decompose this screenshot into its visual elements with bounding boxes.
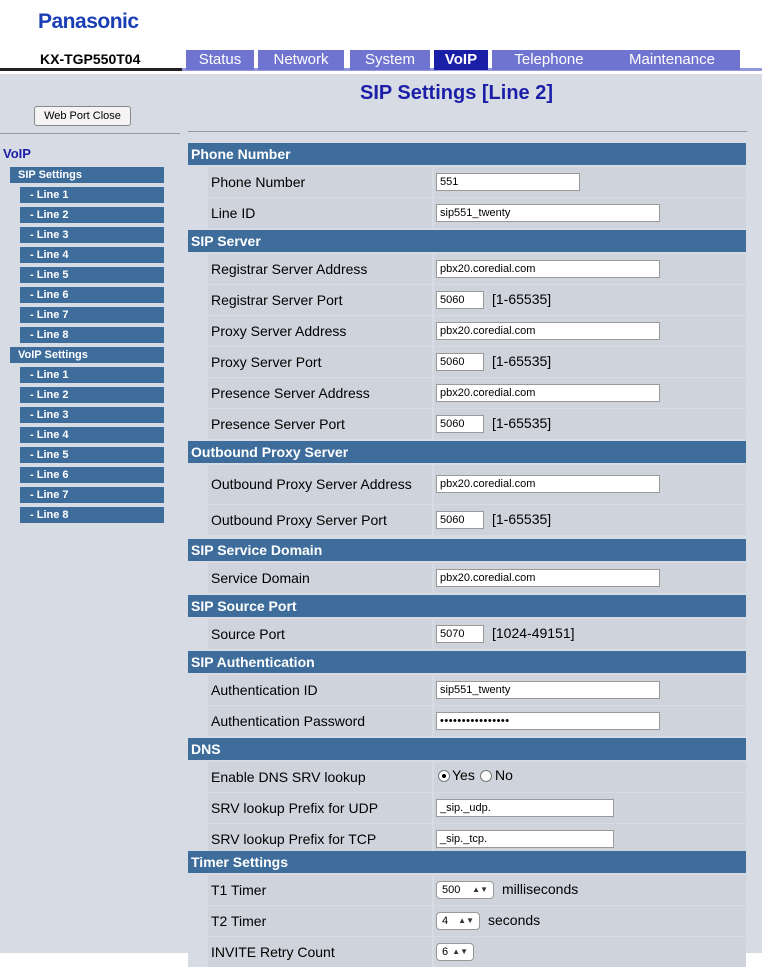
section-header-outbound-proxy: Outbound Proxy Server [188, 441, 746, 463]
srv-tcp-label: SRV lookup Prefix for TCP [208, 824, 432, 854]
dns-srv-no-radio[interactable] [480, 770, 492, 782]
row-proxy-port [188, 347, 746, 377]
section-header-phone-number: Phone Number [188, 143, 746, 165]
sidebar-item-sip-line-3[interactable]: - Line 3 [20, 227, 164, 243]
main-content [180, 74, 762, 960]
registrar-port-range: [1-65535] [492, 291, 552, 307]
sidebar-item-voip-line-5[interactable]: - Line 5 [20, 447, 164, 463]
section-header-sip-server: SIP Server [188, 230, 746, 252]
registrar-port-label: Registrar Server Port [208, 285, 432, 315]
tab-voip[interactable]: VoIP [434, 50, 488, 70]
t2-timer-unit: seconds [488, 912, 541, 928]
presence-port-label: Presence Server Port [208, 409, 432, 439]
header-divider [0, 68, 182, 71]
registrar-address-label: Registrar Server Address [208, 254, 432, 284]
srv-udp-label: SRV lookup Prefix for UDP [208, 793, 432, 823]
t1-timer-value: 500 [442, 884, 461, 896]
sidebar [0, 74, 180, 953]
phone-number-input[interactable]: 551 [436, 173, 580, 191]
proxy-port-label: Proxy Server Port [208, 347, 432, 377]
sidebar-item-sip-settings[interactable]: SIP Settings [10, 167, 164, 183]
auth-password-label: Authentication Password [208, 706, 432, 736]
row-t1-timer [188, 875, 746, 905]
section-header-source-port: SIP Source Port [188, 595, 746, 617]
presence-address-label: Presence Server Address [208, 378, 432, 408]
phone-number-label: Phone Number [208, 167, 432, 197]
service-domain-label: Service Domain [208, 563, 432, 593]
section-header-timer: Timer Settings [188, 851, 746, 873]
select-arrows-icon: ▲▼ [452, 947, 468, 956]
sidebar-title: VoIP [3, 146, 31, 161]
sidebar-item-sip-line-8[interactable]: - Line 8 [20, 327, 164, 343]
t1-timer-unit: milliseconds [502, 881, 579, 897]
sidebar-item-sip-line-1[interactable]: - Line 1 [20, 187, 164, 203]
proxy-port-range: [1-65535] [492, 353, 552, 369]
title-divider [188, 131, 747, 132]
model-name: KX-TGP550T04 [40, 51, 141, 67]
dns-srv-label: Enable DNS SRV lookup [208, 762, 432, 792]
row-presence-port [188, 409, 746, 439]
sidebar-divider [0, 133, 180, 134]
outbound-proxy-address-label: Outbound Proxy Server Address [208, 465, 432, 504]
row-service-domain [188, 563, 746, 593]
source-port-input[interactable]: 5070 [436, 625, 484, 643]
row-auth-id [188, 675, 746, 705]
auth-password-input[interactable]: •••••••••••••••• [436, 712, 660, 730]
row-presence-address [188, 378, 746, 408]
t2-timer-label: T2 Timer [208, 906, 432, 936]
row-registrar-port [188, 285, 746, 315]
sidebar-item-voip-line-6[interactable]: - Line 6 [20, 467, 164, 483]
section-header-authentication: SIP Authentication [188, 651, 746, 673]
row-source-port [188, 619, 746, 649]
invite-retry-select[interactable] [436, 943, 474, 961]
row-dns-srv [188, 762, 746, 792]
outbound-proxy-port-input[interactable]: 5060 [436, 511, 484, 529]
t1-timer-label: T1 Timer [208, 875, 432, 905]
row-registrar-address [188, 254, 746, 284]
web-port-close-button[interactable]: Web Port Close [34, 106, 131, 126]
registrar-port-input[interactable]: 5060 [436, 291, 484, 309]
presence-port-range: [1-65535] [492, 415, 552, 431]
row-invite-retry [188, 937, 746, 967]
row-srv-udp [188, 793, 746, 823]
presence-port-input[interactable]: 5060 [436, 415, 484, 433]
sidebar-item-voip-line-4[interactable]: - Line 4 [20, 427, 164, 443]
row-line-id [188, 198, 746, 228]
t2-timer-value: 4 [442, 915, 449, 927]
select-arrows-icon: ▲▼ [458, 916, 474, 925]
presence-address-input[interactable]: pbx20.coredial.com [436, 384, 660, 402]
srv-udp-input[interactable]: _sip._udp. [436, 799, 614, 817]
sidebar-item-sip-line-4[interactable]: - Line 4 [20, 247, 164, 263]
row-t2-timer [188, 906, 746, 936]
dns-srv-yes-label: Yes [452, 767, 475, 783]
outbound-proxy-address-input[interactable]: pbx20.coredial.com [436, 475, 660, 493]
sidebar-item-sip-line-5[interactable]: - Line 5 [20, 267, 164, 283]
proxy-address-label: Proxy Server Address [208, 316, 432, 346]
tab-system[interactable]: System [350, 50, 430, 70]
sidebar-item-voip-line-7[interactable]: - Line 7 [20, 487, 164, 503]
registrar-address-input[interactable]: pbx20.coredial.com [436, 260, 660, 278]
outbound-proxy-port-range: [1-65535] [492, 511, 552, 527]
sidebar-item-sip-line-6[interactable]: - Line 6 [20, 287, 164, 303]
select-arrows-icon: ▲▼ [472, 885, 488, 894]
page-title: SIP Settings [Line 2] [360, 82, 553, 104]
outbound-proxy-port-label: Outbound Proxy Server Port [208, 505, 432, 535]
sidebar-item-voip-settings[interactable]: VoIP Settings [10, 347, 164, 363]
row-phone-number [188, 167, 746, 197]
service-domain-input[interactable]: pbx20.coredial.com [436, 569, 660, 587]
sidebar-item-sip-line-7[interactable]: - Line 7 [20, 307, 164, 323]
proxy-address-input[interactable]: pbx20.coredial.com [436, 322, 660, 340]
sidebar-item-voip-line-8[interactable]: - Line 8 [20, 507, 164, 523]
sidebar-item-sip-line-2[interactable]: - Line 2 [20, 207, 164, 223]
tab-status[interactable]: Status [186, 50, 254, 70]
srv-tcp-input[interactable]: _sip._tcp. [436, 830, 614, 848]
sidebar-item-voip-line-2[interactable]: - Line 2 [20, 387, 164, 403]
row-proxy-address [188, 316, 746, 346]
line-id-label: Line ID [208, 198, 432, 228]
tab-telephone[interactable]: Telephone [492, 50, 606, 70]
invite-retry-label: INVITE Retry Count [208, 937, 432, 967]
header [0, 0, 762, 74]
tab-maintenance[interactable]: Maintenance [604, 50, 740, 70]
t1-timer-select[interactable] [436, 881, 494, 899]
row-srv-tcp [188, 824, 746, 854]
source-port-label: Source Port [208, 619, 432, 649]
tab-network[interactable]: Network [258, 50, 344, 70]
row-auth-password [188, 706, 746, 736]
row-outbound-proxy-address [188, 465, 746, 504]
dns-srv-yes-radio[interactable] [438, 770, 450, 782]
auth-id-input[interactable]: sip551_twenty [436, 681, 660, 699]
line-id-input[interactable]: sip551_twenty [436, 204, 660, 222]
t2-timer-select[interactable] [436, 912, 480, 930]
dns-srv-no-label: No [495, 767, 513, 783]
source-port-range: [1024-49151] [492, 625, 575, 641]
invite-retry-value: 6 [442, 946, 449, 958]
sidebar-item-voip-line-1[interactable]: - Line 1 [20, 367, 164, 383]
row-outbound-proxy-port [188, 505, 746, 535]
brand-logo: Panasonic [38, 10, 139, 33]
proxy-port-input[interactable]: 5060 [436, 353, 484, 371]
sidebar-item-voip-line-3[interactable]: - Line 3 [20, 407, 164, 423]
section-header-dns: DNS [188, 738, 746, 760]
auth-id-label: Authentication ID [208, 675, 432, 705]
section-header-service-domain: SIP Service Domain [188, 539, 746, 561]
